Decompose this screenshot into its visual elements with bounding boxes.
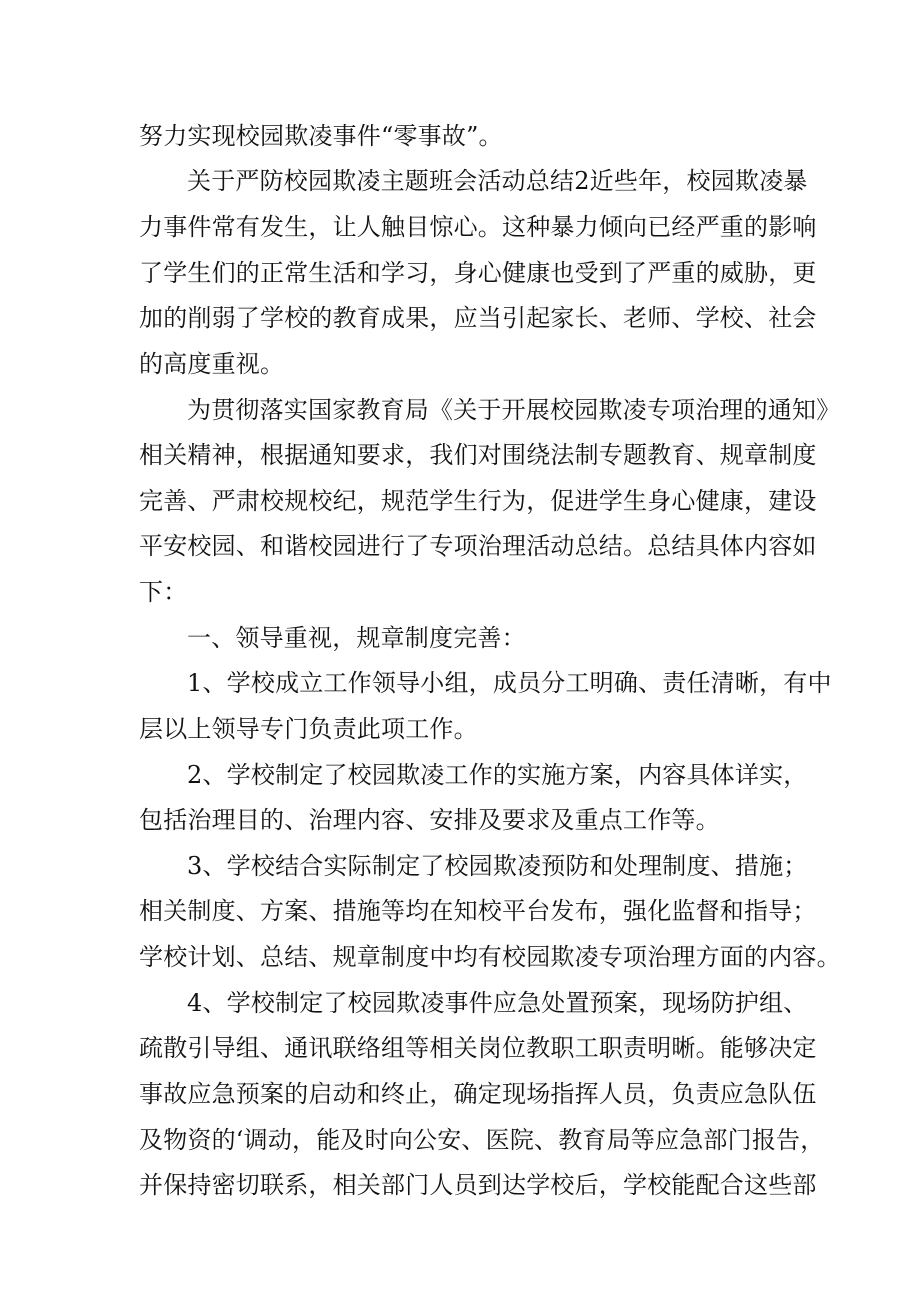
text-line: 力事件常有发生，让人触目惊心。这种暴力倾向已经严重的影响: [139, 213, 817, 241]
text-line: 4、学校制定了校园欺凌事件应急处置预案，现场防护组、: [187, 989, 808, 1017]
text-line: 相关制度、方案、措施等均在知校平台发布，强化监督和指导；: [139, 897, 817, 925]
text-line: 加的削弱了学校的教育成果，应当引起家长、老师、学校、社会: [139, 304, 817, 332]
text-line: 下：: [139, 578, 188, 606]
text-line: 为贯彻落实国家教育局《关于开展校园欺凌专项治理的通知》: [187, 396, 841, 424]
text-line: 学校计划、总结、规章制度中均有校园欺凌专项治理方面的内容。: [139, 943, 841, 971]
text-line: 层以上领导专门负责此项工作。: [139, 715, 478, 743]
text-line: 事故应急预案的启动和终止，确定现场指挥人员，负责应急队伍: [139, 1080, 817, 1108]
text-line: 相关精神，根据通知要求，我们对围绕法制专题教育、规章制度: [139, 441, 817, 469]
text-line: 平安校园、和谐校园进行了专项治理活动总结。总结具体内容如: [139, 532, 817, 560]
text-line: 疏散引导组、通讯联络组等相关岗位教职工职责明晰。能够决定: [139, 1034, 817, 1062]
text-line: 努力实现校园欺凌事件“零事故”。: [139, 122, 503, 150]
text-line: 及物资的‘调动，能及时向公安、医院、教育局等应急部门报告，: [139, 1126, 825, 1154]
text-line: 完善、严肃校规校纪，规范学生行为，促进学生身心健康，建设: [139, 487, 817, 515]
text-line: 关于严防校园欺凌主题班会活动总结2近些年，校园欺凌暴: [187, 167, 808, 195]
text-line: 3、学校结合实际制定了校园欺凌预防和处理制度、措施；: [187, 852, 808, 880]
section-heading: 一、领导重视，规章制度完善：: [187, 624, 526, 652]
text-line: 包括治理目的、治理内容、安排及要求及重点工作等。: [139, 806, 720, 834]
text-line: 并保持密切联系，相关部门人员到达学校后，学校能配合这些部: [139, 1171, 817, 1199]
text-line: 了学生们的正常生活和学习，身心健康也受到了严重的威胁，更: [139, 259, 817, 287]
text-line: 的高度重视。: [139, 350, 285, 378]
text-line: 2、学校制定了校园欺凌工作的实施方案，内容具体详实，: [187, 761, 808, 789]
text-line: 1、学校成立工作领导小组，成员分工明确、责任清晰，有中: [187, 669, 832, 697]
